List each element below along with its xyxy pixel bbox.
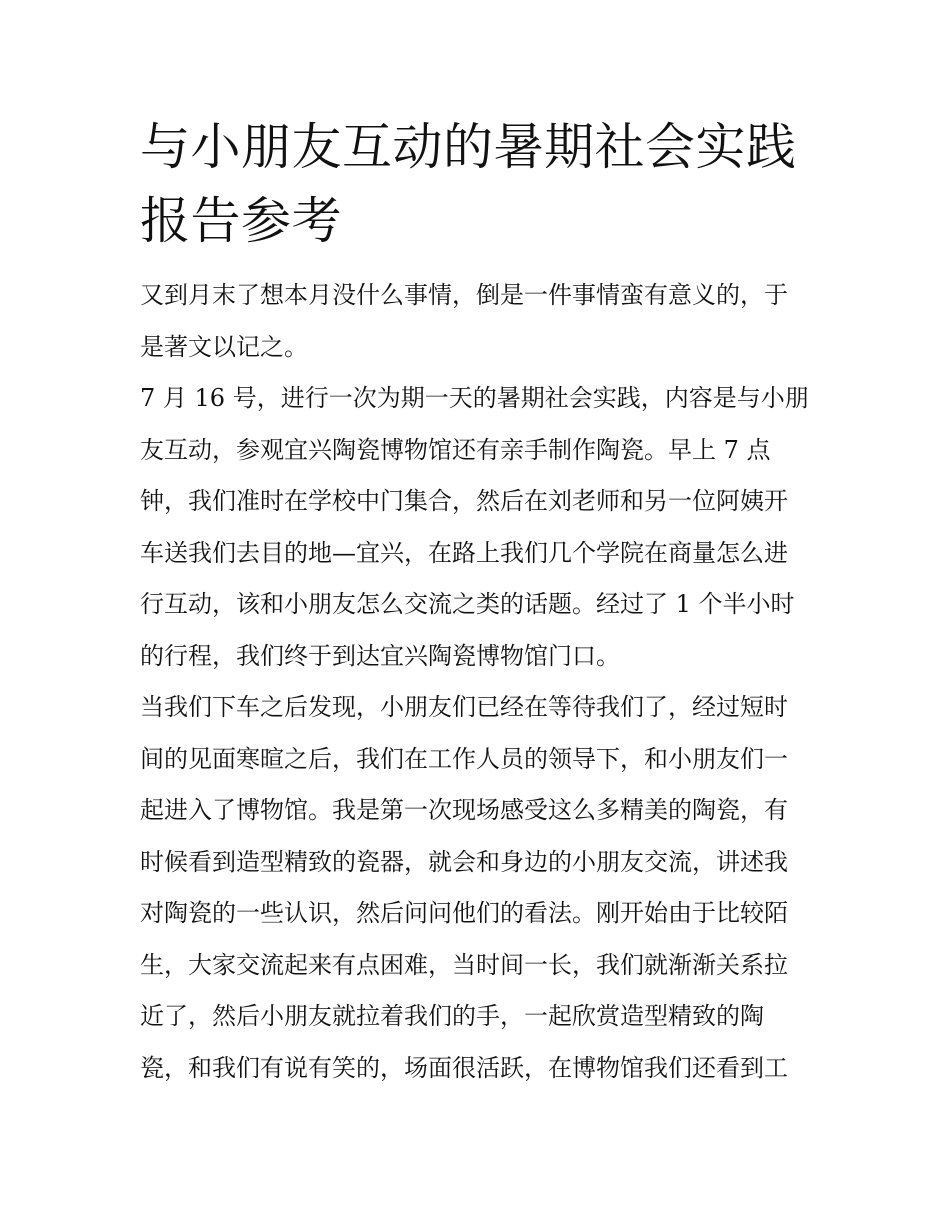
body-line: 行互动，该和小朋友怎么交流之类的话题。经过了 1 个半小时 xyxy=(140,590,795,618)
document-content xyxy=(140,110,812,1094)
title-line: 与小朋友互动的暑期社会实践 xyxy=(140,118,797,176)
body-line: 当我们下车之后发现，小朋友们已经在等待我们了，经过短时 xyxy=(140,693,788,721)
title-line: 报告参考 xyxy=(140,192,342,250)
body-line: 时候看到造型精致的瓷器，就会和身边的小朋友交流，讲述我 xyxy=(140,847,788,876)
body-line: 是著文以记之。 xyxy=(140,332,308,361)
body-line: 的行程，我们终于到达宜兴陶瓷博物馆门口。 xyxy=(140,641,620,670)
document-body xyxy=(140,270,812,1094)
body-line: 近了，然后小朋友就拉着我们的手，一起欣赏造型精致的陶 xyxy=(140,1002,764,1030)
body-line: 生，大家交流起来有点困难，当时间一长，我们就渐渐关系拉 xyxy=(140,950,788,979)
document-title xyxy=(140,110,812,258)
body-line: 车送我们去目的地—宜兴，在路上我们几个学院在商量怎么进 xyxy=(140,538,788,567)
body-line: 瓷，和我们有说有笑的，场面很活跃，在博物馆我们还看到工 xyxy=(140,1053,788,1082)
body-line: 7 月 16 号，进行一次为期一天的暑期社会实践，内容是与小朋 xyxy=(140,384,809,412)
body-line: 对陶瓷的一些认识，然后问问他们的看法。刚开始由于比较陌 xyxy=(140,899,788,927)
body-line: 钟，我们准时在学校中门集合，然后在刘老师和另一位阿姨开 xyxy=(140,487,788,515)
body-line: 间的见面寒暄之后，我们在工作人员的领导下，和小朋友们一 xyxy=(140,744,788,773)
body-line: 起进入了博物馆。我是第一次现场感受这么多精美的陶瓷，有 xyxy=(140,796,788,824)
body-line: 友互动，参观宜兴陶瓷博物馆还有亲手制作陶瓷。早上 7 点 xyxy=(140,435,771,464)
body-line: 又到月末了想本月没什么事情，倒是一件事情蛮有意义的，于 xyxy=(140,281,788,309)
